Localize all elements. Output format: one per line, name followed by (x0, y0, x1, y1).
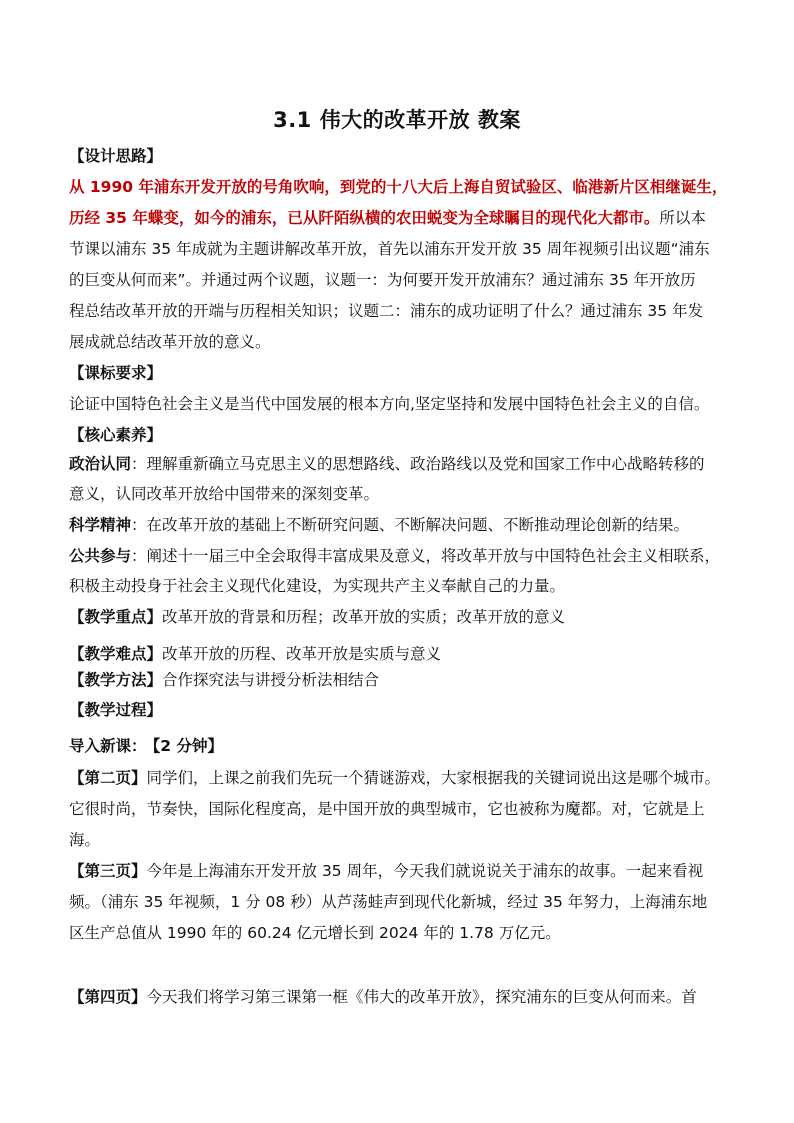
design-highlight-1: 从 1990 年浦东开发开放的号角吹响，到党的十八大后上海自贸试验区、临港新片区相继诞生， (69, 178, 728, 196)
page3-line-2: 频。（浦东 35 年视频，1 分 08 秒）从芦荡蛙声到现代化新城，经过 35 年努力，上海浦东地 (69, 893, 708, 911)
page2-line-2: 它很时尚，节奏快，国际化程度高，是中国开放的典型城市，它也被称为魔都。对，它就是上 (69, 800, 705, 818)
design-line-2-rest: 所以本 (659, 209, 706, 227)
page-title: 3.1 伟大的改革开放 教案 (273, 108, 521, 132)
page3-line-3: 区生产总值从 1990 年的 60.24 亿元增长到 2024 年的 1.78 万亿元。 (69, 924, 561, 942)
method-line: 【教学方法】合作探究法与讲授分析法相结合 (69, 671, 380, 689)
page3-label: 【第三页】 (69, 862, 147, 880)
focus-label: 【教学重点】 (69, 608, 163, 626)
literacy-public-line-1: 公共参与：阐述十一届三中全会取得丰富成果及意义，将改革开放与中国特色社会主义相联系， (69, 547, 721, 565)
design-heading: 【设计思路】 (69, 147, 163, 165)
literacy-public-line-2: 积极主动投身于社会主义现代化建设，为实现共产主义奉献自己的力量。 (69, 577, 566, 595)
page4-label: 【第四页】 (69, 988, 147, 1006)
intro-line: 导入新课： 【2 分钟】 (69, 737, 223, 755)
standard-heading: 【课标要求】 (69, 364, 163, 382)
design-line-1 (69, 177, 739, 197)
design-highlight-2: 历经 35 年蝶变，如今的浦东，已从阡陌纵横的农田蜕变为全球瞩目的现代化大都市。 (69, 209, 660, 227)
method-label: 【教学方法】 (69, 671, 163, 689)
literacy-political-line-2: 意义，认同改革开放给中国带来的深刻变革。 (69, 485, 380, 503)
focus-line: 【教学重点】改革开放的背景和历程；改革开放的实质；改革开放的意义 (69, 608, 566, 626)
design-line-5: 程总结改革开放的开端与历程相关知识；议题二：浦东的成功证明了什么？通过浦东 35 年发 (69, 302, 704, 320)
design-line-4: 的巨变从何而来”。并通过两个议题，议题一：为何要开发开放浦东？通过浦东 35 年开放历 (69, 271, 696, 289)
design-line-2 (69, 208, 739, 228)
literacy-political-line-1: 政治认同：理解重新确立马克思主义的思想路线、政治路线以及党和国家工作中心战略转移的 (69, 455, 705, 473)
process-heading: 【教学过程】 (69, 701, 163, 719)
page3-line-1: 【第三页】今年是上海浦东开发开放 35 周年，今天我们就说说关于浦东的故事。一起来看视 (69, 862, 704, 880)
difficulty-line: 【教学难点】改革开放的历程、改革开放是实质与意义 (69, 645, 442, 663)
design-line-3: 节课以浦东 35 年成就为主题讲解改革开放，首先以浦东开发开放 35 周年视频引出议题“浦东 (69, 240, 710, 258)
page2-line-3: 海。 (69, 831, 101, 849)
design-line-6: 展成就总结改革开放的意义。 (69, 333, 271, 351)
page2-line-1: 【第二页】同学们，上课之前我们先玩一个猜谜游戏，大家根据我的关键词说出这是哪个城市。 (69, 769, 721, 787)
science-spirit-label: 科学精神 (69, 516, 132, 534)
political-identity-label: 政治认同 (69, 455, 132, 473)
public-participation-label: 公共参与 (69, 547, 132, 565)
difficulty-label: 【教学难点】 (69, 645, 163, 663)
literacy-science-line: 科学精神：在改革开放的基础上不断研究问题、不断解决问题、不断推动理论创新的结果。 (69, 516, 690, 534)
page2-label: 【第二页】 (69, 769, 147, 787)
page4-line-1: 【第四页】今天我们将学习第三课第一框《伟大的改革开放》，探究浦东的巨变从何而来。首 (69, 988, 697, 1006)
literacy-heading: 【核心素养】 (69, 426, 163, 444)
standard-line-1: 论证中国特色社会主义是当代中国发展的根本方向,坚定坚持和发展中国特色社会主义的自信。 (69, 395, 710, 413)
